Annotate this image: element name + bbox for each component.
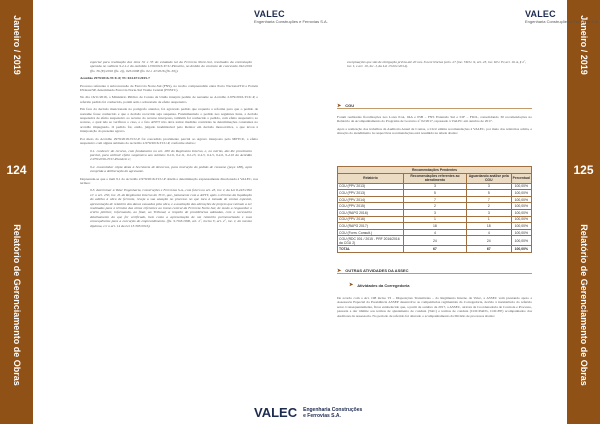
subsection-corregedoria: [349, 282, 532, 288]
section-outras-atividades: [337, 268, 532, 274]
cell-percent: 100,00%: [511, 216, 531, 223]
left-page-body: [80, 60, 258, 231]
paragraph: Depreende-se que o item 9.1 do Acórdão 2.979/2016-TCU-P obtém a determinação expressamente direcionada à VALEC, nos termos:: [80, 176, 258, 185]
right-sidebar: [567, 0, 600, 424]
paragraph: Por meio do Acórdão 2979/2018-TCU-P foi concedido provimento parcial ao Agravo interposto pelo MPTCU, a efeito suspensivo com alguns subitens do Acórdão 2.979/2016-TCU-P, conforme abaixo:: [80, 136, 258, 146]
cell-report: CGU (RDC 001 / 2015 - PRF 2016/2016 da CGU 2): [338, 236, 404, 246]
cell-report: CGU (PPV 2016): [338, 216, 404, 223]
cell-recs: 24: [404, 236, 467, 246]
table-row: [338, 203, 532, 210]
cell-awaiting: 4: [466, 229, 511, 236]
cell-percent: 100,00%: [511, 196, 531, 203]
subsection-title: Atividades da Corregedoria: [357, 282, 410, 288]
right-page-number: 125: [573, 163, 594, 177]
cell-percent: 100,00%: [511, 183, 531, 190]
section-cgu: [337, 103, 532, 109]
sidebar-date: Janeiro / 2019: [11, 15, 22, 75]
cell-percent: 100,00%: [511, 203, 531, 210]
cell-percent: 100,00%: [511, 236, 531, 246]
table-group-header-row: [338, 167, 532, 174]
footer-logo: [254, 405, 362, 420]
paragraph-heading: Acórdão 2979/2016-TCU-P, TC 024.671/2015-7: [80, 76, 150, 81]
logo-subtitle: Engenharia Construções e Ferrovias S.A.: [525, 19, 599, 24]
paragraph: Em face da decisão mencionada no parágrafo anterior, foi agravado pedido que requeria a reforma para que o pedido de reexame fosse conhecido e que a decisão recorrida seja suspensa. Fundamentado o pedido nos seguintes itens, a decisão suspensiva de efeito suspensivo ao recurso do recurso interposto, também foi conhecido o pedido, com efeito suspensivo ao recurso, o qual não se verificou o caso, e o fato ANTT não deve tomar medidas contrárias às determinações constantes no acórdão impugnado. O pedido foi, então, julgado inadmissível pelo Relator em decisão monocrática, o que levou à interposição do presente agravo.: [80, 107, 258, 134]
right-page-top: [337, 60, 532, 72]
header-logo-right: [525, 9, 599, 24]
cell-percent: 100,00%: [511, 223, 531, 230]
table-row: [338, 236, 532, 246]
footer-name-line: e Ferrovias S.A.: [303, 412, 341, 419]
table-row: [338, 196, 532, 203]
recommendations-table: [337, 166, 532, 253]
paragraph: Processo referente à subconcessão da Ferrovia Norte-Sul (FNS), no trecho compreendido entre Porto Nacional/TO e Estrela D'Oeste/SP, denominado Ferrovia Norte-Sul Tramo Central (FNSTC).: [80, 83, 258, 93]
cell-awaiting: 3: [466, 183, 511, 190]
paragraph: Após a realização dos trabalhos da Auditoria Anual de Contas, a CGU emitiu recomendações à VALEC, por meio dos relatórios acima, e situação do atendimento às respectivas recomendações está resumida na tabela abaixo:: [337, 126, 532, 136]
cell-awaiting: 3: [466, 209, 511, 216]
footer-logo-mark: VALEC: [254, 405, 298, 420]
cell-awaiting: 2: [466, 203, 511, 210]
section-title: OUTRAS ATIVIDADES DA ASSEC: [345, 268, 409, 273]
cell-awaiting: 5: [466, 190, 511, 197]
col-header: Relatório: [338, 173, 404, 183]
cell-recs: 7: [404, 196, 467, 203]
bullet-icon: ➤: [337, 267, 342, 274]
left-page-number: 124: [6, 163, 27, 177]
paragraph: especial para realização dos itens 32 e 33 do estudado tal da Ferrovia Norte-Sul, resultados da contratação operada no subitem 9.2.1.2 do Acórdão 1130/2016-TCU-Plenário, no âmbito do contrato de concessão 042/2016 (fls. 36 (E)/2016 (fls. 2)), 045/2008 (fls. 02 e 47/2016 (fls. 65)).: [90, 60, 252, 73]
cell-awaiting: 1: [466, 216, 511, 223]
cell-recs: 3: [404, 209, 467, 216]
cell-percent: 100,00%: [511, 229, 531, 236]
table-row: [338, 190, 532, 197]
cell-recs: 1: [404, 216, 467, 223]
bullet-icon: ➤: [349, 282, 354, 288]
table-group-header: Recomendações Pendentes: [338, 167, 532, 174]
cell-report: CGU (RAPG 2016): [338, 209, 404, 216]
paragraph: exceptuações que são de obrigação prévia até 20 nov. 8 ocorrências (arts. 27 (inc. VIII e X, art. 23, inc. III e IV, art. 16 A, § 2º, inc. I, e art. 10, inc. I, da Lei 13.021/2014).: [347, 60, 526, 69]
sidebar-title: Relatório de Gerenciamento de Obras: [11, 224, 22, 386]
right-page-cgu-body: [337, 115, 532, 139]
cell-recs: 18: [404, 223, 467, 230]
right-page-corregedoria-body: [337, 296, 532, 321]
col-header: Recomendações referentes ao atendimento: [404, 173, 467, 183]
sidebar-title: Relatório de Gerenciamento de Obras: [578, 224, 589, 386]
cell-awaiting: 7: [466, 196, 511, 203]
table-total-row: [338, 246, 532, 253]
cell-percent: 100,00%: [511, 190, 531, 197]
left-sidebar: [0, 0, 33, 424]
cell-report: CGU (Form. Consult.): [338, 229, 404, 236]
cell-recs: 4: [404, 229, 467, 236]
table-row: [338, 223, 532, 230]
logo-text: VALEC: [254, 9, 285, 19]
bullet-icon: ➤: [337, 102, 342, 109]
cell-recs: 3: [404, 183, 467, 190]
quote: 9.1. conhecer do recurso, com fundamento no art. 289 do Regimento Interno, e, no mérito, dar-lhe provimento parcial, para atribuir efeito suspensivo aos subitens 9.2.6, 9.2.11, 9.2.13, 9.4.3, 9.4.5, 9.4.6, 9.4.10 do Acórdão 2.979/2016-TCU-Plenário e;: [90, 148, 252, 162]
cell-report: CGU (RAPG 2017): [338, 223, 404, 230]
col-header: Aguardando análise pela CGU: [466, 173, 511, 183]
section-title: CGU: [345, 103, 355, 108]
paragraph: Foram realizadas fiscalizações nos Lotes 01A, 04A e 05B – FNS Extensão Sul e 01F – FIOL, consolidando 30 recomendações no Relatório de Acompanhamento do Programa de Governo nº 02/2017, repassado à VALEC em outubro de 2017.: [337, 115, 532, 124]
footer-name-line: Engenharia Construções: [303, 406, 363, 413]
table-row: [338, 183, 532, 190]
table-header-row: [338, 173, 532, 183]
cell-total-label: TOTAL: [338, 246, 404, 253]
logo-subtitle: Engenharia Construções e Ferrovias S.A.: [254, 19, 328, 24]
cell-report: CGU (PPV 2013): [338, 183, 404, 190]
cell-awaiting: 18: [466, 223, 511, 230]
cell-total-percent: 100,00%: [511, 246, 531, 253]
quote: 9.2. encaminhar cópia desta à Secretaria de Recursos, para instrução do pedido de reexame (peça 188), após cumprida a deliberação do agravante.: [90, 164, 252, 174]
cell-total-recs: 67: [404, 246, 467, 253]
cell-total-awaiting: 67: [466, 246, 511, 253]
cell-report: CGU (PPV 2014): [338, 196, 404, 203]
table-row: [338, 216, 532, 223]
table-row: [338, 229, 532, 236]
cell-awaiting: 24: [466, 236, 511, 246]
sidebar-date: Janeiro / 2019: [578, 15, 589, 75]
cell-report: CGU (PPV 2015): [338, 203, 404, 210]
header-logo-left: [254, 9, 328, 24]
cell-recs: 2: [404, 203, 467, 210]
paragraph: De acordo com o Art. 198 inciso VI – Disposições Transitórias – do Regimento Interno da Valec, a ASSEC vem prestando apoio a Assessoria Especial da Presidência ASSEP desenvolve as competências regimentais da Corregedoria, devido à inexistência do referido setor. Consequentemente, ficou estabelecido que, a partir de outubro de 2017, a ASSEC, através da Coordenadoria de Controle e Processo, passaria a dar trâmite aos termos de ajustamento de conduta (TAC) e termos de conduta (COC/PAD's, COC/PP) acompanhados dos Auditores da Assessoria. No período de referido foi alterado o acompanhamento da Divisão de processos abaixo:: [337, 296, 532, 318]
col-header: Percentual: [511, 173, 531, 183]
cell-recs: 5: [404, 190, 467, 197]
table-row: [338, 209, 532, 216]
cell-report: CGU (PPV 2013): [338, 190, 404, 197]
cell-percent: 100,00%: [511, 209, 531, 216]
quote: 9.3. determinar à Valec Engenharia, Construções e Ferrovias S.A., com fulcro no art. 43, inc. I, da Lei 8.443/1992 c/c o art. 250, inc. II, do Regimento Interno do TCU, que, juntamente com a ANTT, após o término da liquidação do aditivo à obra de ferrovia, reveja a sua atuação no processo no que toca à tomada de contas especial, apresentação de relatório dos danos causados pela obra, e a avaliação das alterações de projeto que venham a ser realizadas para o término das obras referentes ao tramo central da Ferrovia Norte-Sul, de modo a resguardar o erário público; informando, ao final, ao Tribunal, a respeito de providências adotadas, com o necessário detalhamento do que for verificado, bem como a apresentação de um relatório pormenorizado e suas consequências para a execução do empreendimento. (fls. 9.70.8/1996, art. 2º, inciso V, art. 2º, inc. I, do mesmo diploma, c/c o art. 14 da Lei 13.303/2016).: [90, 188, 252, 228]
footer-company-name: [303, 407, 362, 419]
logo-text: VALEC: [525, 9, 556, 19]
paragraph: No dia 16/11/2016, o Ministério Público de Contas da União interpôs pedido de reexame ao Acórdão 2.979/2016-TCU-P, o referido pedido foi conhecido, porém sem o sobrestado de efeito suspensivo.: [80, 95, 258, 104]
